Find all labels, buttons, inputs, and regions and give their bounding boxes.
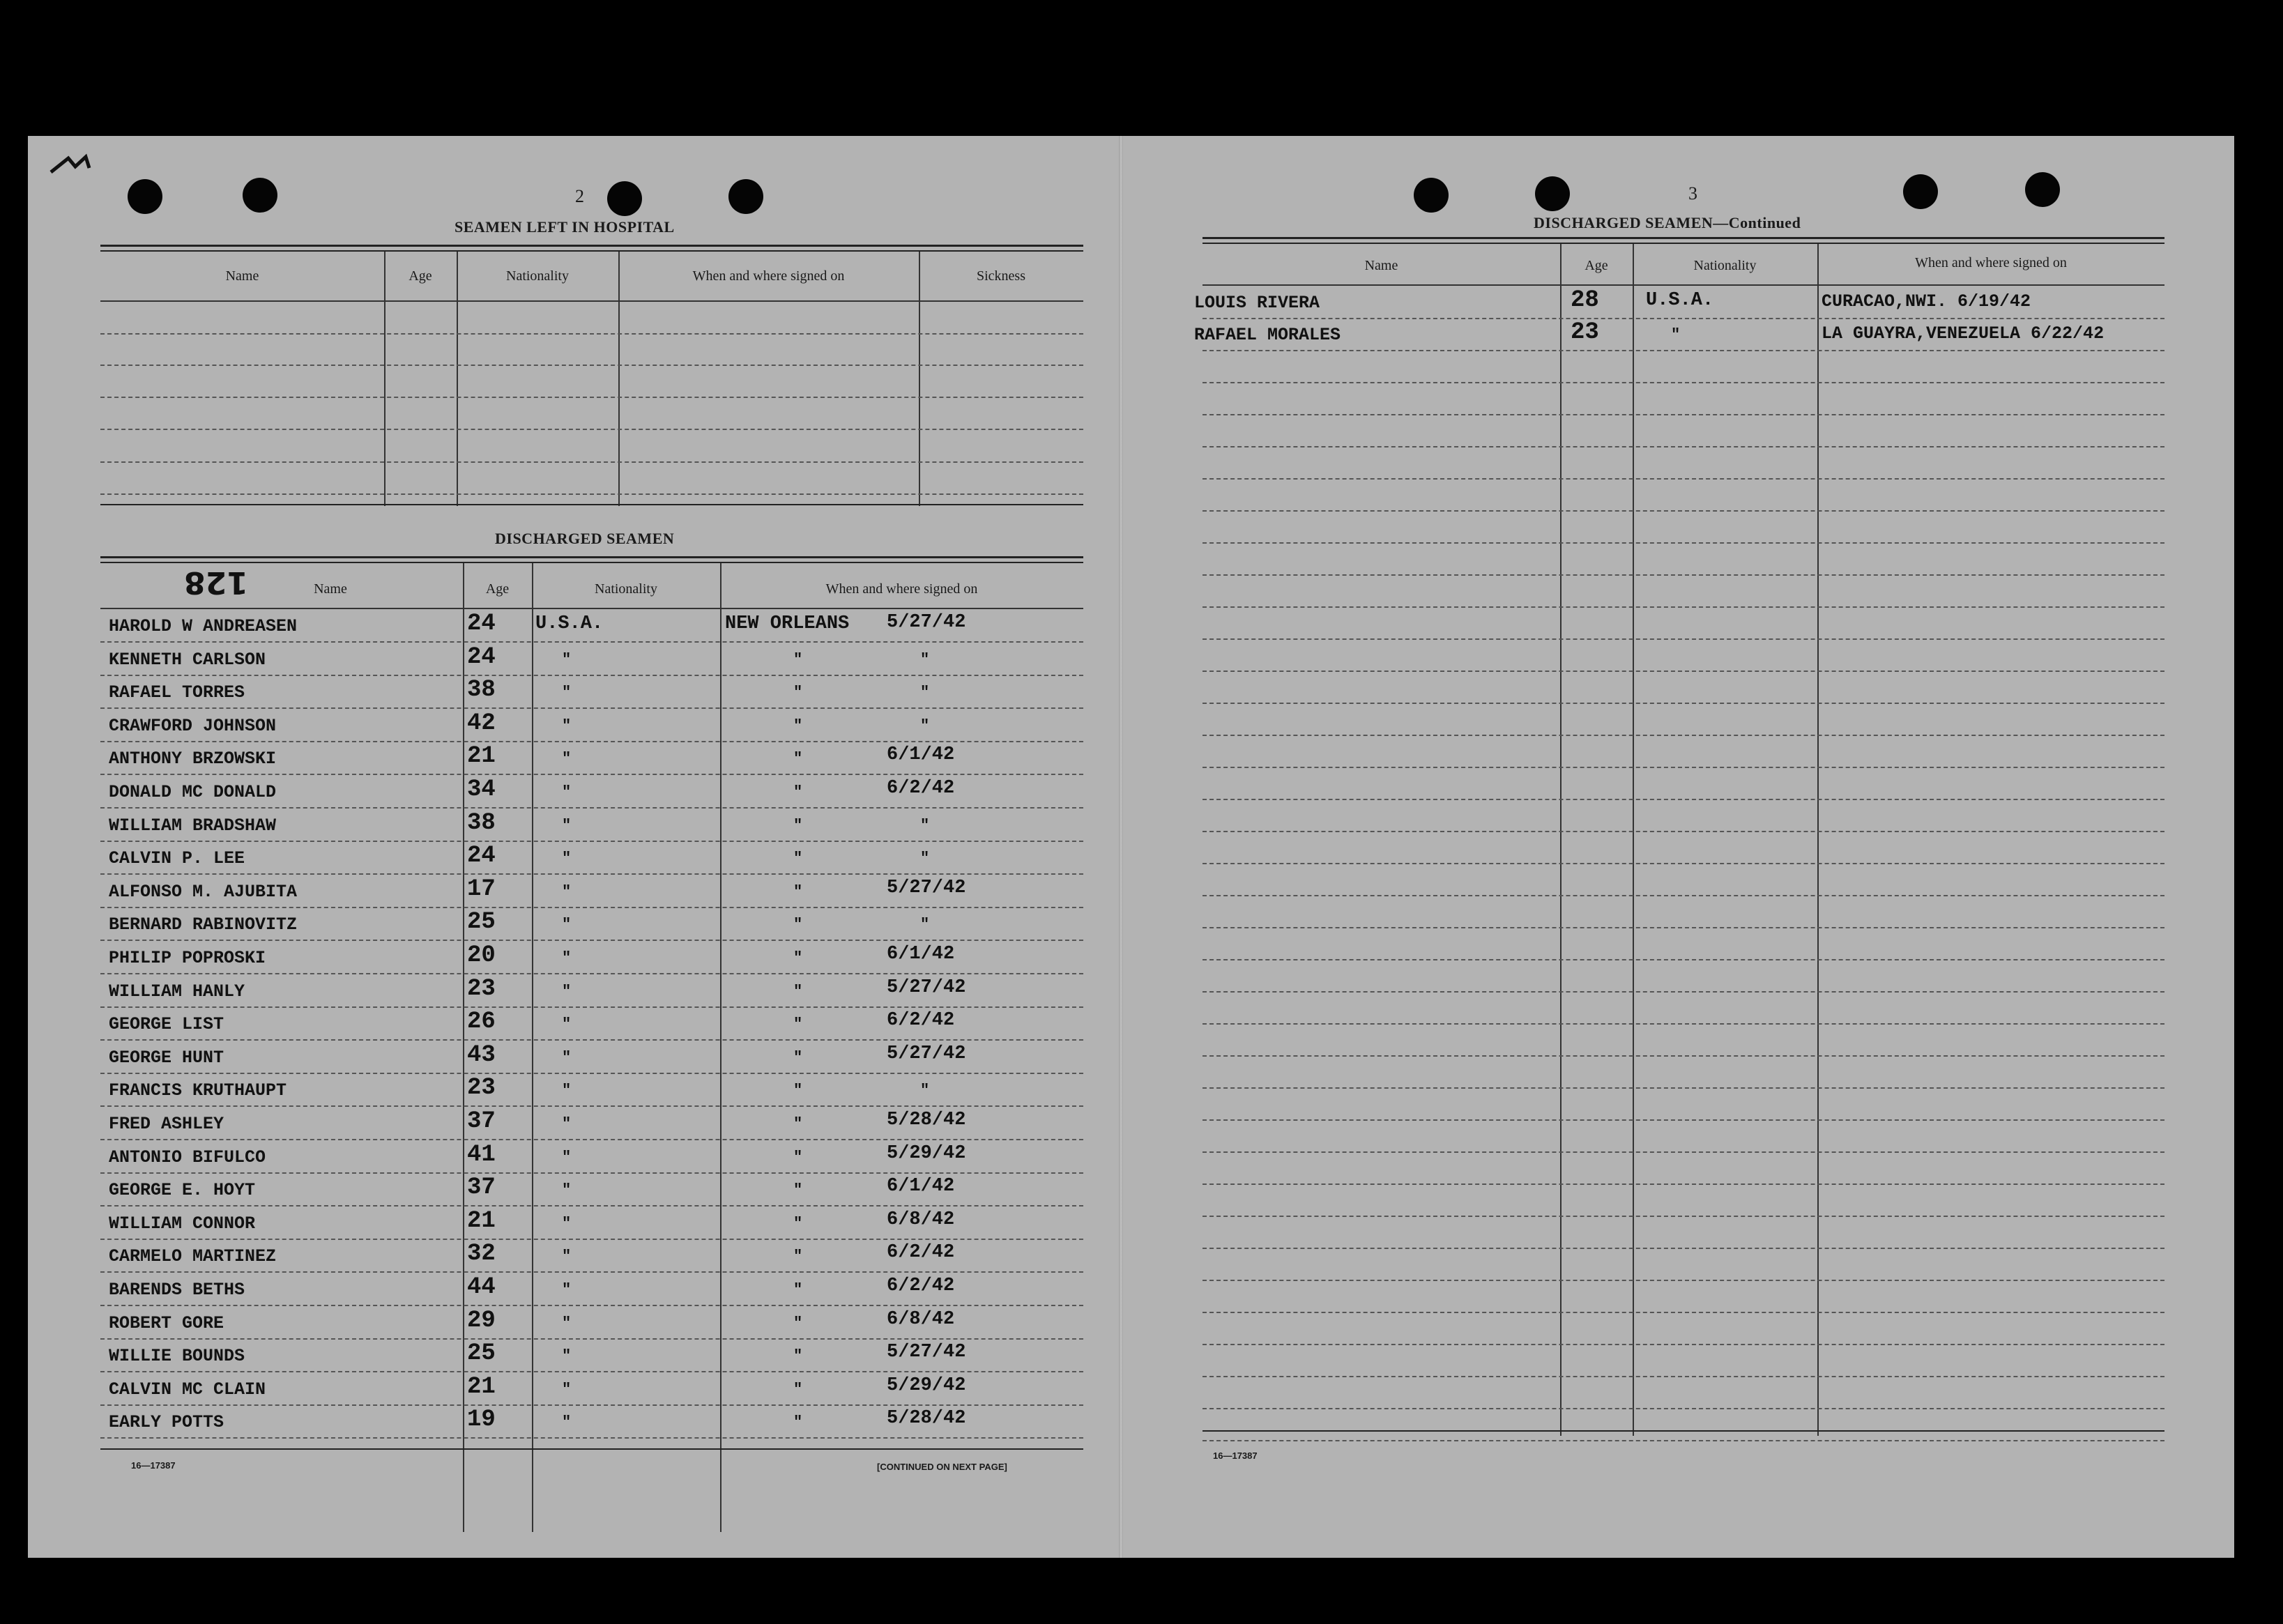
punch-hole xyxy=(1903,174,1938,209)
signed-on-place: " xyxy=(793,882,803,901)
row-rule xyxy=(100,774,1083,775)
row-rule xyxy=(100,1338,1083,1340)
seaman-name: HAROLD W ANDREASEN xyxy=(109,616,298,636)
row-rule xyxy=(100,940,1083,941)
signed-on-date: 5/29/42 xyxy=(887,1142,966,1164)
seaman-age: 42 xyxy=(467,710,496,737)
hospital-table-top-rule xyxy=(100,250,1083,252)
discharged-table-top-rule xyxy=(100,562,1083,563)
row-rule xyxy=(1202,510,2164,512)
discharged-table xyxy=(100,556,1083,1532)
row-rule xyxy=(100,841,1083,842)
discharged-continued-title-text: DISCHARGED SEAMEN xyxy=(1534,214,1713,231)
discharged-col-signed-on: When and where signed on xyxy=(825,581,978,597)
signed-on-place: " xyxy=(793,1414,803,1432)
seaman-name: ROBERT GORE xyxy=(109,1312,224,1333)
hospital-col-sickness: Sickness xyxy=(977,268,1025,284)
seaman-nationality: " xyxy=(562,650,572,668)
hospital-col-nationality: Nationality xyxy=(506,268,569,284)
seaman-nationality: " xyxy=(562,750,572,768)
column-divider xyxy=(1633,244,1634,1436)
continued-note: [CONTINUED ON NEXT PAGE] xyxy=(877,1462,1007,1472)
seaman-name: GEORGE LIST xyxy=(109,1014,224,1035)
punch-hole xyxy=(2025,172,2060,207)
row-rule xyxy=(1202,606,2164,608)
row-rule xyxy=(1202,1055,2164,1057)
row-rule xyxy=(100,1305,1083,1306)
row-rule xyxy=(1202,895,2164,896)
signed-on-date: 5/27/42 xyxy=(887,1342,966,1363)
row-rule xyxy=(1202,414,2164,415)
seaman-name: WILLIAM HANLY xyxy=(109,981,245,1002)
signed-on-date: 6/2/42 xyxy=(887,778,955,799)
row-rule xyxy=(1202,799,2164,800)
discharged-col-nationality: Nationality xyxy=(595,581,657,597)
row-rule xyxy=(1202,863,2164,864)
signed-on-place: " xyxy=(793,816,803,834)
seaman-name: ALFONSO M. AJUBITA xyxy=(109,881,298,902)
row-rule xyxy=(100,707,1083,709)
continued-suffix: —Continued xyxy=(1713,214,1801,231)
seaman-name: WILLIE BOUNDS xyxy=(109,1346,245,1367)
row-rule xyxy=(1202,959,2164,960)
discharged-section-title: DISCHARGED SEAMEN xyxy=(495,530,675,547)
seaman-age: 43 xyxy=(467,1041,496,1068)
hospital-col-age: Age xyxy=(409,268,432,284)
row-rule xyxy=(1202,1183,2164,1185)
column-divider xyxy=(1817,244,1819,1436)
page-fold xyxy=(1119,136,1123,1558)
seaman-age: 44 xyxy=(467,1274,496,1301)
signed-on-date: " xyxy=(920,717,930,735)
punch-hole xyxy=(128,179,162,214)
column-divider xyxy=(618,252,620,506)
document-sheet xyxy=(28,136,2234,1558)
signed-on-date: 5/28/42 xyxy=(887,1408,966,1430)
signed-on-place: " xyxy=(793,949,803,967)
seaman-name: LOUIS RIVERA xyxy=(1194,293,1320,313)
form-number-right: 16—17387 xyxy=(1213,1450,1258,1461)
signed-on-place: " xyxy=(793,1248,803,1266)
signed-on-date: " xyxy=(920,816,930,834)
discharged-table-bottom-rule xyxy=(100,1448,1083,1450)
seaman-age: 23 xyxy=(467,975,496,1002)
row-rule xyxy=(1202,1312,2164,1313)
row-rule xyxy=(100,1437,1083,1439)
punch-hole xyxy=(728,179,763,214)
seaman-name: WILLIAM BRADSHAW xyxy=(109,815,277,836)
seaman-age: 19 xyxy=(467,1407,496,1434)
seaman-nationality: U.S.A. xyxy=(1646,290,1714,311)
seaman-nationality: " xyxy=(562,816,572,834)
corner-mark-icon xyxy=(47,151,110,179)
seaman-nationality: " xyxy=(562,1048,572,1066)
seaman-name: CARMELO MARTINEZ xyxy=(109,1246,277,1267)
signed-on-place: " xyxy=(793,1082,803,1100)
row-rule xyxy=(1202,350,2164,351)
row-rule xyxy=(1202,446,2164,447)
column-divider xyxy=(1560,244,1562,1436)
row-rule xyxy=(100,807,1083,809)
row-rule xyxy=(100,1039,1083,1041)
row-rule xyxy=(1202,1280,2164,1281)
seaman-nationality: " xyxy=(562,684,572,702)
row-rule xyxy=(1202,1248,2164,1249)
row-rule xyxy=(1202,735,2164,736)
seaman-nationality: " xyxy=(562,1380,572,1398)
signed-on-place: " xyxy=(793,1016,803,1034)
seaman-nationality: " xyxy=(1671,326,1681,344)
row-rule xyxy=(1202,703,2164,704)
seaman-age: 34 xyxy=(467,776,496,803)
seaman-age: 25 xyxy=(467,1340,496,1368)
discharged-header-rule xyxy=(100,608,1083,609)
seaman-name: FRED ASHLEY xyxy=(109,1114,224,1134)
seaman-age: 20 xyxy=(467,942,496,969)
seaman-name: GEORGE HUNT xyxy=(109,1047,224,1068)
row-rule xyxy=(1202,991,2164,993)
signed-on-place: " xyxy=(793,1347,803,1365)
row-rule xyxy=(1202,767,2164,768)
seaman-age: 21 xyxy=(467,1207,496,1234)
row-rule xyxy=(1202,1023,2164,1025)
continued-col-age: Age xyxy=(1585,258,1608,273)
seaman-age: 21 xyxy=(467,743,496,770)
seaman-name: ANTONIO BIFULCO xyxy=(109,1147,266,1167)
signed-on-date: 6/1/42 xyxy=(887,744,955,766)
seaman-nationality: " xyxy=(562,850,572,868)
discharged-col-age: Age xyxy=(485,581,510,597)
signed-on-place: " xyxy=(793,684,803,702)
seaman-age: 17 xyxy=(467,875,496,903)
signed-on: CURACAO,NWI. 6/19/42 xyxy=(1822,291,2031,312)
discharged-continued-table xyxy=(1194,237,2164,1436)
discharged-table-top-rule xyxy=(100,556,1083,558)
row-rule xyxy=(100,1239,1083,1240)
row-rule xyxy=(1202,671,2164,672)
hospital-header-rule xyxy=(100,300,1083,302)
seaman-nationality: " xyxy=(562,717,572,735)
signed-on-place: " xyxy=(793,1181,803,1200)
column-divider xyxy=(457,252,458,506)
seaman-nationality: " xyxy=(562,1347,572,1365)
signed-on-date: 6/8/42 xyxy=(887,1209,955,1230)
row-rule xyxy=(1202,542,2164,544)
seaman-age: 23 xyxy=(467,1075,496,1102)
signed-on-place: " xyxy=(793,1214,803,1232)
blank-row xyxy=(100,333,1083,335)
discharged-col-name: Name xyxy=(314,581,347,597)
seaman-age: 37 xyxy=(467,1108,496,1135)
row-rule xyxy=(100,1371,1083,1372)
row-rule xyxy=(1202,1151,2164,1153)
handwritten-number: 128 xyxy=(184,565,248,600)
signed-on-place: " xyxy=(793,717,803,735)
seaman-nationality: " xyxy=(562,982,572,1000)
seaman-name: ANTHONY BRZOWSKI xyxy=(109,749,277,769)
signed-on-date: 6/8/42 xyxy=(887,1308,955,1330)
signed-on-date: 5/27/42 xyxy=(887,612,966,633)
seaman-nationality: " xyxy=(562,1214,572,1232)
seaman-name: GEORGE E. HOYT xyxy=(109,1180,256,1201)
page-number-left: 2 xyxy=(575,186,584,206)
row-rule xyxy=(100,1105,1083,1107)
seaman-nationality: " xyxy=(562,1148,572,1166)
row-rule xyxy=(100,675,1083,676)
seaman-age: 26 xyxy=(467,1009,496,1036)
hospital-table xyxy=(100,245,1083,506)
seaman-nationality: " xyxy=(562,1281,572,1299)
row-rule xyxy=(1202,574,2164,576)
seaman-name: DONALD MC DONALD xyxy=(109,782,277,802)
seaman-nationality: " xyxy=(562,949,572,967)
seaman-nationality: " xyxy=(562,1414,572,1432)
row-rule xyxy=(1202,382,2164,383)
signed-on-place: " xyxy=(793,1048,803,1066)
punch-hole xyxy=(1535,176,1570,211)
seaman-name: FRANCIS KRUTHAUPT xyxy=(109,1080,287,1101)
row-rule xyxy=(100,1205,1083,1206)
blank-row xyxy=(100,365,1083,366)
seaman-name: RAFAEL TORRES xyxy=(109,682,245,703)
seaman-age: 24 xyxy=(467,611,496,637)
seaman-age: 37 xyxy=(467,1174,496,1202)
seaman-name: KENNETH CARLSON xyxy=(109,649,266,670)
row-rule xyxy=(1202,318,2164,319)
seaman-age: 24 xyxy=(467,843,496,870)
row-rule xyxy=(1202,1376,2164,1377)
seaman-name: CRAWFORD JOHNSON xyxy=(109,715,277,736)
continued-header-rule xyxy=(1202,284,2164,286)
seaman-nationality: " xyxy=(562,1016,572,1034)
hospital-table-bottom-rule xyxy=(100,504,1083,505)
seaman-name: CALVIN P. LEE xyxy=(109,848,245,869)
hospital-table-top-rule xyxy=(100,245,1083,247)
page-number-right: 3 xyxy=(1688,183,1697,204)
seaman-age: 28 xyxy=(1571,287,1599,314)
continued-table-bottom-rule xyxy=(1202,1430,2164,1432)
punch-hole xyxy=(607,181,642,216)
signed-on-date: " xyxy=(920,1082,930,1100)
seaman-age: 29 xyxy=(467,1307,496,1334)
discharged-continued-title xyxy=(1534,214,1801,232)
signed-on-place: " xyxy=(793,750,803,768)
signed-on-date: 6/1/42 xyxy=(887,944,955,965)
hospital-col-signed-on: When and where signed on xyxy=(692,268,845,284)
seaman-nationality: " xyxy=(562,1248,572,1266)
row-rule xyxy=(1202,1119,2164,1121)
row-rule xyxy=(1202,1087,2164,1089)
signed-on-place: " xyxy=(793,650,803,668)
signed-on-date: 5/27/42 xyxy=(887,976,966,998)
row-rule xyxy=(100,973,1083,974)
signed-on-place: " xyxy=(793,1281,803,1299)
seaman-name: PHILIP POPROSKI xyxy=(109,948,266,968)
punch-hole xyxy=(1414,178,1449,213)
seaman-name: WILLIAM CONNOR xyxy=(109,1213,256,1234)
seaman-age: 21 xyxy=(467,1373,496,1400)
blank-row xyxy=(100,461,1083,463)
seaman-age: 38 xyxy=(467,809,496,836)
row-rule xyxy=(1202,1440,2164,1441)
seaman-age: 41 xyxy=(467,1141,496,1168)
row-rule xyxy=(100,741,1083,742)
seaman-age: 32 xyxy=(467,1241,496,1268)
signed-on-place: " xyxy=(793,783,803,801)
column-divider xyxy=(919,252,920,506)
signed-on-date: 6/2/42 xyxy=(887,1010,955,1032)
seaman-name: BARENDS BETHS xyxy=(109,1280,245,1300)
seaman-name: CALVIN MC CLAIN xyxy=(109,1379,266,1400)
seaman-age: 25 xyxy=(467,909,496,936)
row-rule xyxy=(100,1073,1083,1074)
signed-on-date: " xyxy=(920,650,930,668)
signed-on-date: 6/1/42 xyxy=(887,1176,955,1197)
row-rule xyxy=(100,1404,1083,1406)
form-number-left: 16—17387 xyxy=(131,1460,176,1471)
row-rule xyxy=(1202,478,2164,480)
punch-hole xyxy=(243,178,277,213)
seaman-nationality: " xyxy=(562,1181,572,1200)
row-rule xyxy=(100,1006,1083,1008)
signed-on-date: 5/27/42 xyxy=(887,1043,966,1064)
row-rule xyxy=(100,641,1083,643)
seaman-nationality: " xyxy=(562,783,572,801)
signed-on-place: " xyxy=(793,1148,803,1166)
seaman-nationality: U.S.A. xyxy=(535,613,604,634)
signed-on-date: " xyxy=(920,916,930,934)
signed-on-date: 6/2/42 xyxy=(887,1242,955,1264)
row-rule xyxy=(1202,831,2164,832)
seaman-name: EARLY POTTS xyxy=(109,1412,224,1433)
blank-row xyxy=(100,493,1083,495)
seaman-age: 24 xyxy=(467,643,496,671)
signed-on-place: " xyxy=(793,850,803,868)
row-rule xyxy=(1202,1344,2164,1345)
continued-col-signed-on: When and where signed on xyxy=(1915,255,2067,270)
signed-on-date: " xyxy=(920,850,930,868)
row-rule xyxy=(100,907,1083,908)
signed-on-date: 6/2/42 xyxy=(887,1276,955,1296)
signed-on: LA GUAYRA,VENEZUELA 6/22/42 xyxy=(1822,323,2105,344)
signed-on-place: " xyxy=(793,916,803,934)
row-rule xyxy=(100,1271,1083,1273)
continued-col-name: Name xyxy=(1364,258,1398,273)
seaman-name: BERNARD RABINOVITZ xyxy=(109,914,298,935)
hospital-section-title: SEAMEN LEFT IN HOSPITAL xyxy=(455,218,675,236)
seaman-nationality: " xyxy=(562,882,572,901)
signed-on-date: 5/28/42 xyxy=(887,1110,966,1131)
signed-on-place: " xyxy=(793,1115,803,1133)
signed-on-date: " xyxy=(920,684,930,702)
seaman-nationality: " xyxy=(562,1115,572,1133)
continued-col-nationality: Nationality xyxy=(1693,258,1757,273)
hospital-col-name: Name xyxy=(225,268,259,284)
continued-table-top-rule xyxy=(1202,237,2164,239)
signed-on-place: " xyxy=(793,1314,803,1332)
seaman-age: 38 xyxy=(467,677,496,704)
blank-row xyxy=(100,397,1083,398)
column-divider xyxy=(384,252,385,506)
row-rule xyxy=(100,873,1083,875)
signed-on-date: 5/27/42 xyxy=(887,877,966,898)
row-rule xyxy=(100,1172,1083,1174)
signed-on-place: " xyxy=(793,982,803,1000)
signed-on-place: NEW ORLEANS xyxy=(725,613,850,634)
seaman-nationality: " xyxy=(562,916,572,934)
row-rule xyxy=(1202,927,2164,928)
signed-on-place: " xyxy=(793,1380,803,1398)
blank-row xyxy=(100,429,1083,430)
row-rule xyxy=(1202,1216,2164,1217)
seaman-name: RAFAEL MORALES xyxy=(1194,325,1341,345)
seaman-nationality: " xyxy=(562,1314,572,1332)
seaman-age: 23 xyxy=(1571,319,1599,346)
row-rule xyxy=(1202,1408,2164,1409)
row-rule xyxy=(1202,638,2164,640)
continued-table-top-rule xyxy=(1202,243,2164,244)
row-rule xyxy=(100,1139,1083,1140)
seaman-nationality: " xyxy=(562,1082,572,1100)
signed-on-date: 5/29/42 xyxy=(887,1374,966,1396)
